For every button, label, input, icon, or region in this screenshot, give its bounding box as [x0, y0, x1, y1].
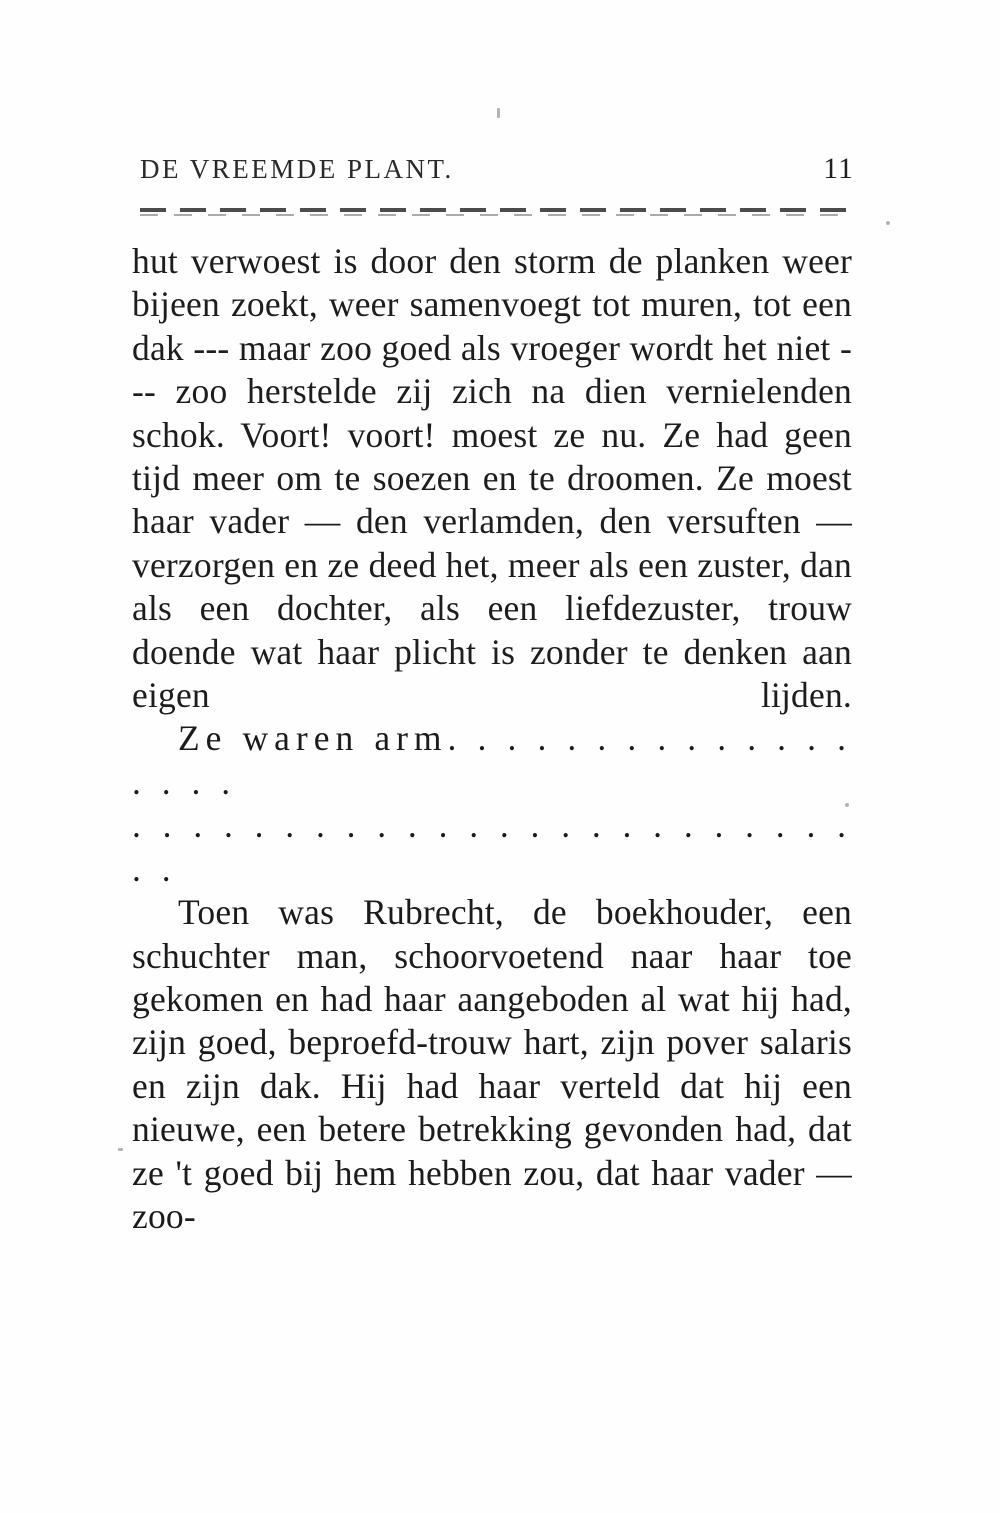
header-rule-secondary — [140, 214, 852, 216]
page-body — [132, 240, 852, 1238]
scan-speck-icon — [886, 221, 890, 225]
paragraph: Toen was Rubrecht, de boekhouder, een schuchter man, schoorvoetend naar haar toe gekomen en had haar aangeboden al wat hij had, zijn goed, beproefd-trouw hart, zijn pover salaris en zijn dak. Hij had haar verteld dat hij een nieuwe, een betere betrekking gevonden had, dat ze 't goed bij hem hebben zou, dat haar vader — zoo- — [132, 892, 852, 1236]
scan-speck-icon — [118, 1148, 123, 1151]
running-title: DE VREEMDE PLANT. — [140, 154, 454, 184]
paragraph: hut verwoest is door den storm de planken weer bijeen zoekt, weer samenvoegt tot muren, tot een dak --- maar zoo goed als vroeger wordt het niet --- zoo herstelde zij zich na dien vernielenden schok. Voort! voort! moest ze nu. Ze had geen tijd meer om te soezen en te droomen. Ze moest haar vader — den verlamden, den versuften — verzorgen en ze deed het, meer als een zuster, dan als een dochter, als een liefdezuster, trouw doende wat haar plicht is zonder te denken aan eigen lijden. — [132, 241, 852, 716]
header-rule — [140, 208, 852, 212]
scan-speck-icon — [497, 108, 500, 118]
paragraph: . . . . . . . . . . . . . . . . . . . . . . . . . . — [132, 805, 852, 889]
paragraph: Ze waren arm. . . . . . . . . . . . . . . . . . — [132, 718, 852, 802]
page-number: 11 — [823, 152, 854, 185]
page-header — [140, 152, 860, 186]
